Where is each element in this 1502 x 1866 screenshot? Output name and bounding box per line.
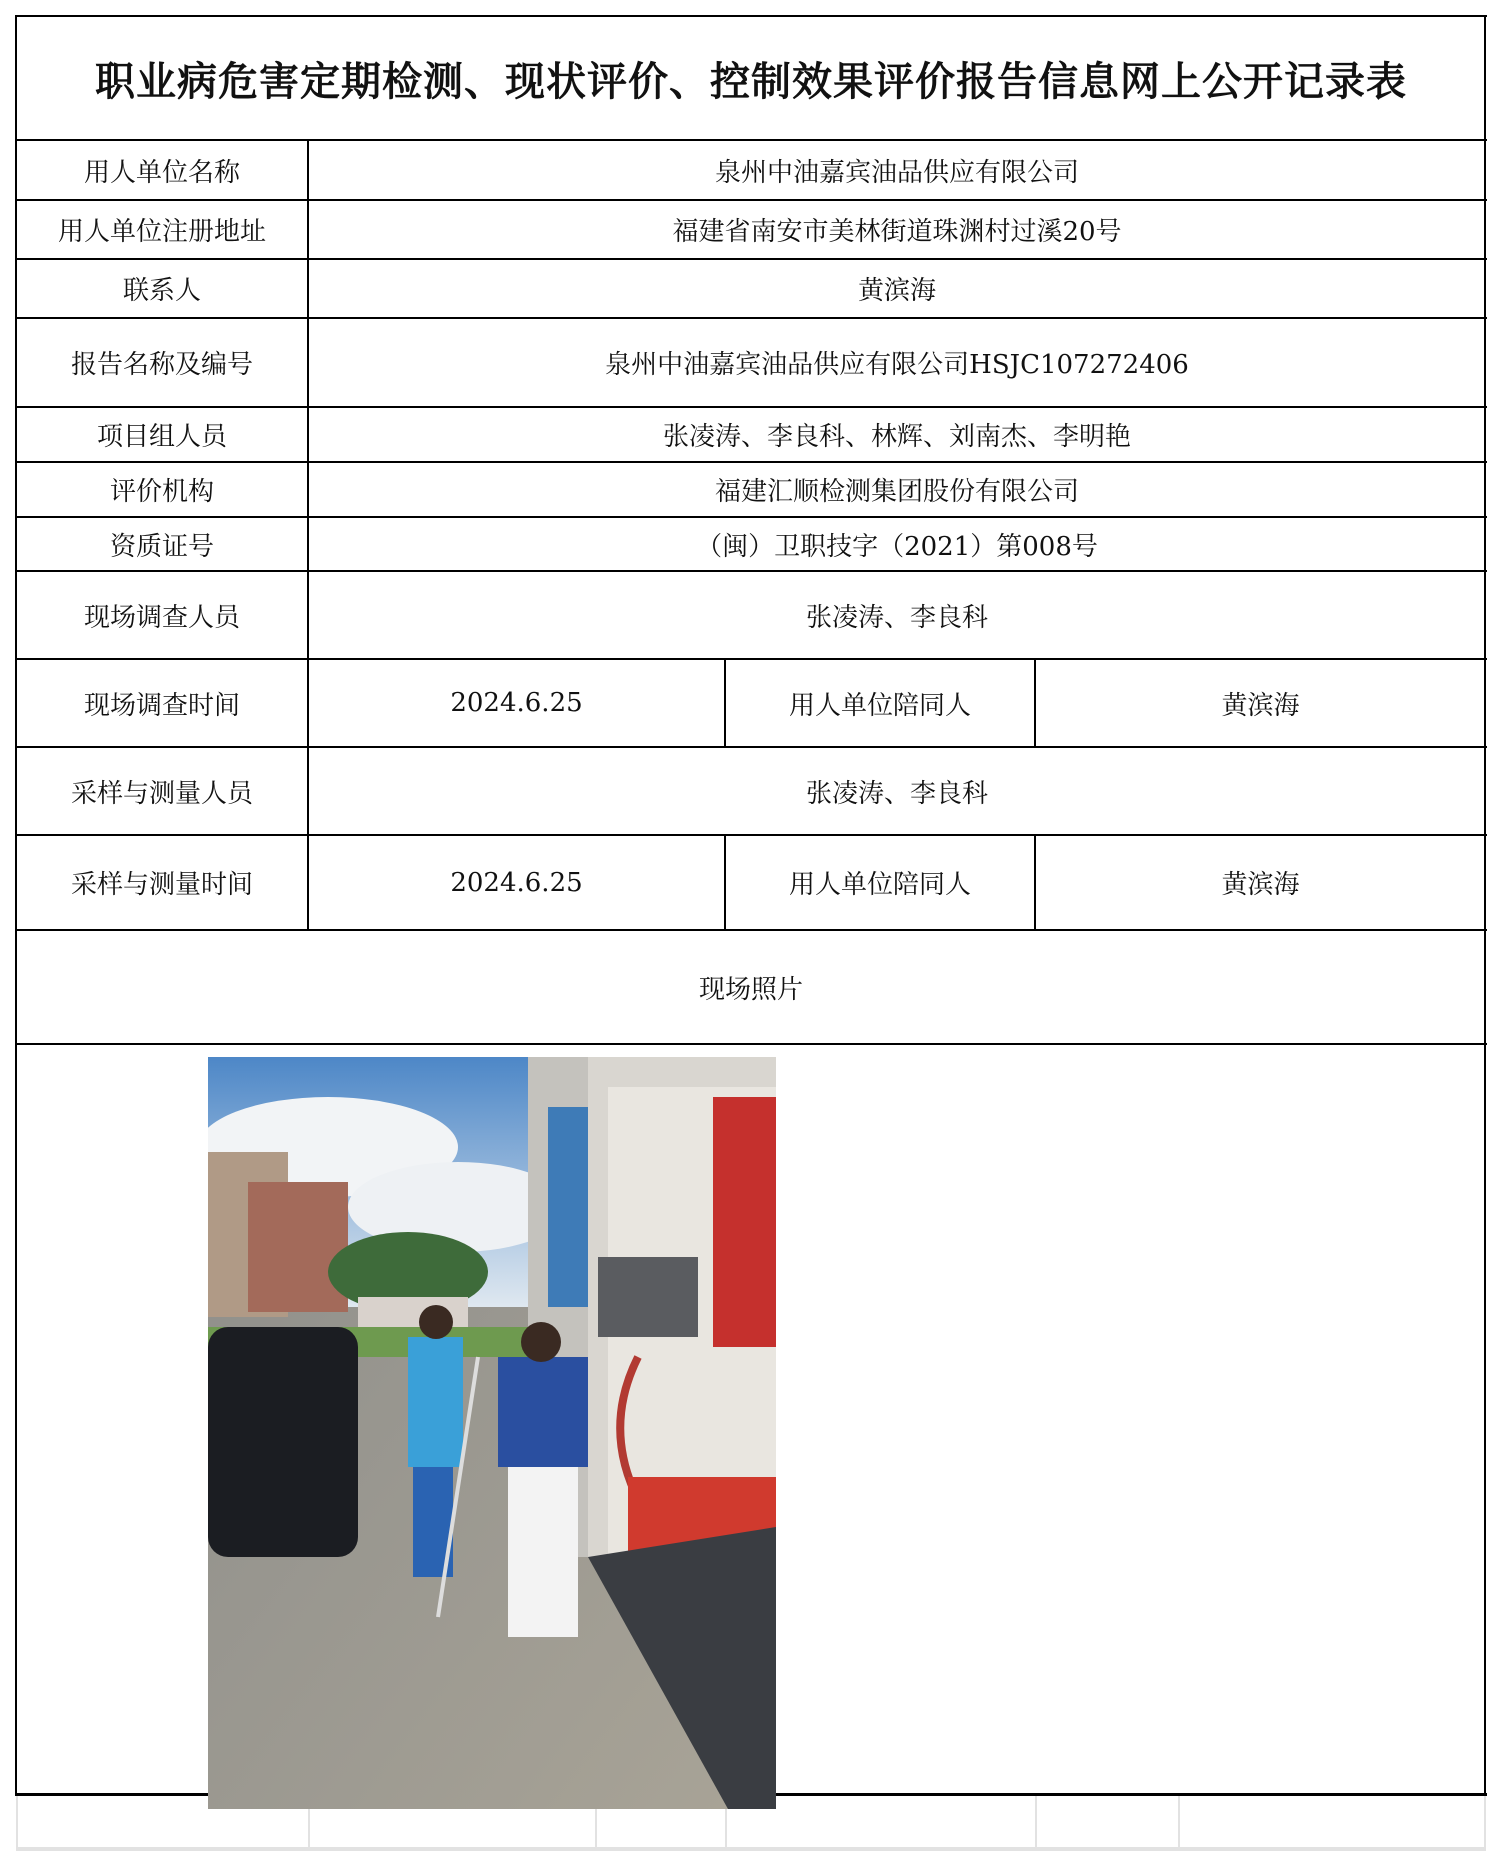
row-divider — [16, 139, 1487, 141]
faint-gridline — [1178, 1794, 1180, 1849]
value-sampling-companion: 黄滨海 — [1221, 870, 1300, 900]
column-divider — [1034, 659, 1036, 747]
value-report: 泉州中油嘉宾油品供应有限公司HSJC107272406 — [605, 350, 1189, 380]
row-divider — [16, 658, 1487, 660]
faint-gridline — [1484, 1794, 1486, 1849]
column-divider — [724, 659, 726, 747]
column-divider — [307, 140, 309, 930]
column-divider — [724, 835, 726, 930]
row-divider — [16, 1043, 1487, 1045]
label-sampling-time: 采样与测量时间 — [70, 870, 253, 900]
value-address: 福建省南安市美林街道珠渊村过溪20号 — [672, 217, 1122, 247]
label-survey-companion: 用人单位陪同人 — [788, 690, 971, 721]
photo-section-label: 现场照片 — [698, 974, 803, 1005]
label-survey-time: 现场调查时间 — [83, 690, 240, 721]
faint-gridline — [1035, 1794, 1037, 1849]
site-photo — [208, 1057, 776, 1809]
faint-gridline — [16, 1794, 18, 1849]
row-divider — [16, 746, 1487, 748]
faint-gridline — [16, 1847, 1486, 1851]
value-certificate: （闽）卫职技字（2021）第008号 — [696, 531, 1098, 562]
page-title: 职业病危害定期检测、现状评价、控制效果评价报告信息网上公开记录表 — [95, 57, 1407, 105]
site-photo-illustration — [208, 1057, 776, 1809]
table-border — [1484, 15, 1486, 1796]
label-survey-staff: 现场调查人员 — [83, 602, 240, 633]
row-divider — [16, 929, 1487, 931]
label-report: 报告名称及编号 — [70, 350, 253, 380]
label-sampling-companion: 用人单位陪同人 — [788, 870, 971, 900]
label-agency: 评价机构 — [109, 477, 214, 507]
row-divider — [16, 406, 1487, 408]
value-contact: 黄滨海 — [857, 276, 936, 306]
value-sampling-time: 2024.6.25 — [450, 867, 583, 898]
row-divider — [16, 461, 1487, 463]
label-certificate: 资质证号 — [109, 531, 214, 562]
row-divider — [16, 317, 1487, 319]
column-divider — [1034, 835, 1036, 930]
value-agency: 福建汇顺检测集团股份有限公司 — [714, 477, 1079, 507]
value-survey-staff: 张凌涛、李良科 — [805, 602, 988, 633]
row-divider — [16, 199, 1487, 201]
value-survey-time: 2024.6.25 — [450, 688, 583, 718]
value-survey-companion: 黄滨海 — [1221, 690, 1300, 721]
row-divider — [16, 570, 1487, 572]
label-company-name: 用人单位名称 — [83, 157, 240, 188]
row-divider — [16, 258, 1487, 260]
label-team: 项目组人员 — [96, 422, 227, 452]
row-divider — [16, 834, 1487, 836]
label-sampling-staff: 采样与测量人员 — [70, 778, 253, 809]
table-border — [16, 15, 1487, 17]
label-contact: 联系人 — [122, 276, 201, 306]
value-sampling-staff: 张凌涛、李良科 — [805, 778, 988, 809]
value-team: 张凌涛、李良科、林辉、刘南杰、李明艳 — [662, 422, 1131, 452]
table-border — [15, 15, 17, 1796]
value-company-name: 泉州中油嘉宾油品供应有限公司 — [714, 157, 1079, 188]
row-divider — [16, 516, 1487, 518]
label-address: 用人单位注册地址 — [57, 217, 266, 247]
